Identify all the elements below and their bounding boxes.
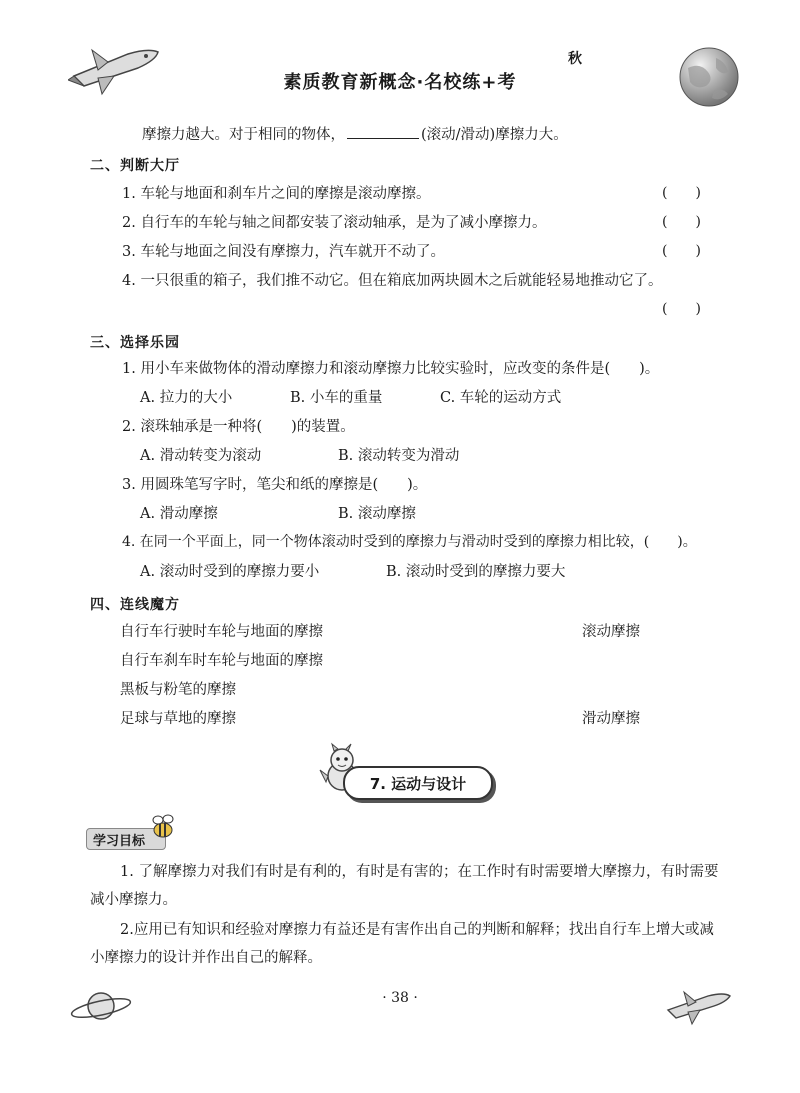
- page-number: · 38 ·: [382, 990, 418, 1006]
- section-title-matching: 四、连线魔方: [90, 597, 180, 613]
- option-1c[interactable]: C. 车轮的运动方式: [440, 390, 562, 406]
- space-shuttle-icon: [664, 984, 734, 1028]
- season-label: 秋: [568, 51, 582, 67]
- option-1b[interactable]: B. 小车的重量: [290, 390, 383, 406]
- option-2a[interactable]: A. 滑动转变为滚动: [140, 448, 262, 464]
- answer-paren-4[interactable]: ( ): [662, 301, 701, 317]
- continuation-line: [142, 123, 568, 144]
- choice-question-4: 4. 在同一个平面上，同一个物体滚动时受到的摩擦力与滑动时受到的摩擦力相比较，( )。: [122, 534, 697, 550]
- section-title-choice: 三、选择乐园: [90, 335, 180, 351]
- judge-item-3: 3. 车轮与地面之间没有摩擦力，汽车就开不动了。: [122, 244, 445, 260]
- answer-paren-1[interactable]: ( ): [662, 185, 701, 201]
- judge-item-1: 1. 车轮与地面和刹车片之间的摩擦是滚动摩擦。: [122, 186, 431, 202]
- match-right-2[interactable]: 滑动摩擦: [582, 711, 640, 727]
- header-title: 素质教育新概念·名校练+考: [283, 72, 517, 93]
- match-left-1[interactable]: 自行车行驶时车轮与地面的摩擦: [120, 624, 323, 640]
- option-1a[interactable]: A. 拉力的大小: [140, 390, 233, 406]
- match-left-4[interactable]: 足球与草地的摩擦: [120, 711, 236, 727]
- match-left-2[interactable]: 自行车刹车时车轮与地面的摩擦: [120, 653, 323, 669]
- bee-icon: [148, 812, 178, 842]
- answer-paren-2[interactable]: ( ): [662, 214, 701, 230]
- choice-question-1: 1. 用小车来做物体的滑动摩擦力和滚动摩擦力比较实验时，应改变的条件是( )。: [122, 361, 660, 377]
- continuation-suffix: (滚动/滑动)摩擦力大。: [421, 127, 568, 143]
- option-4a[interactable]: A. 滚动时受到的摩擦力要小: [140, 564, 320, 580]
- goal-paragraph-1: 1. 了解摩擦力对我们有时是有利的，有时是有害的；在工作时有时需要增大摩擦力，有时需要减小摩擦力。: [90, 864, 719, 908]
- option-4b[interactable]: B. 滚动时受到的摩擦力要大: [386, 564, 566, 580]
- option-2b[interactable]: B. 滚动转变为滑动: [338, 448, 460, 464]
- section-title-judge: 二、判断大厅: [90, 158, 180, 174]
- goal-paragraph-2: 2.应用已有知识和经验对摩擦力有益还是有害作出自己的判断和解释；找出自行车上增大或减小摩擦力的设计并作出自己的解释。: [90, 922, 714, 966]
- judge-item-4: 4. 一只很重的箱子，我们推不动它。但在箱底加两块圆木之后就能轻易地推动它了。: [122, 273, 663, 289]
- choice-question-2: 2. 滚珠轴承是一种将( )的装置。: [122, 419, 355, 435]
- answer-paren-3[interactable]: ( ): [662, 243, 701, 259]
- fill-blank[interactable]: [347, 126, 419, 139]
- choice-question-3: 3. 用圆珠笔写字时，笔尖和纸的摩擦是( )。: [122, 477, 428, 493]
- learning-goals-badge: 学习目标: [86, 828, 166, 850]
- globe-icon: [678, 46, 740, 108]
- option-3b[interactable]: B. 滚动摩擦: [338, 506, 416, 522]
- match-right-1[interactable]: 滚动摩擦: [582, 624, 640, 640]
- match-left-3[interactable]: 黑板与粉笔的摩擦: [120, 682, 236, 698]
- continuation-prefix: 摩擦力越大。对于相同的物体，: [142, 127, 345, 143]
- judge-item-2: 2. 自行车的车轮与轴之间都安装了滚动轴承，是为了减小摩擦力。: [122, 215, 547, 231]
- lesson-title: 7. 运动与设计: [343, 766, 493, 800]
- option-3a[interactable]: A. 滑动摩擦: [140, 506, 218, 522]
